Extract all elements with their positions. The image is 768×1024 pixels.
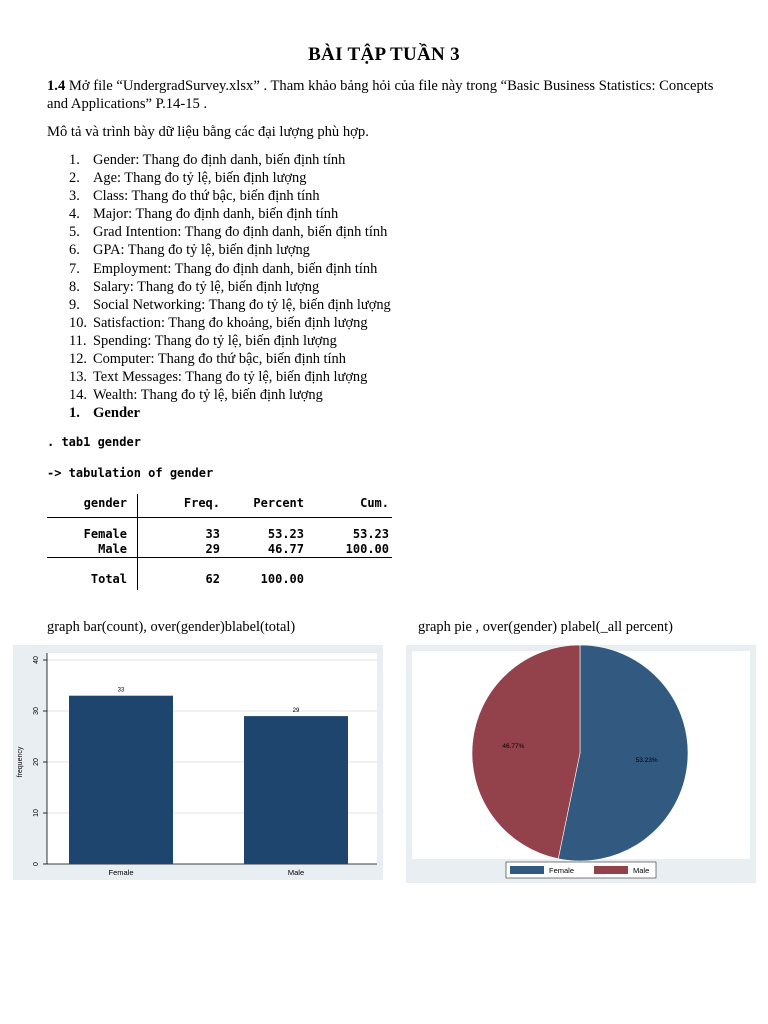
variable-item: [47, 386, 391, 404]
variable-text: Class: Thang đo thứ bậc, biến định tính: [93, 188, 320, 205]
variable-text: Gender: Thang đo định danh, biến định tính: [93, 152, 346, 168]
variable-item: [47, 223, 391, 241]
bar-value-label: 33: [117, 687, 125, 694]
bar-chart-svg: [13, 645, 383, 880]
variable-item: [47, 368, 391, 386]
variable-item: [47, 169, 391, 187]
variable-text: Spending: Thang đo tỷ lệ, biến định lượng: [93, 332, 337, 349]
variable-number: 6.: [69, 242, 80, 259]
variable-text: Major: Thang đo định danh, biến định tính: [93, 206, 339, 223]
bar-chart-caption: graph bar(count), over(gender)blabel(total): [47, 619, 296, 635]
table-header: Freq.: [183, 496, 220, 510]
table-cell: 46.77: [267, 542, 304, 556]
variable-number: 3.: [69, 188, 80, 205]
stata-output-header: -> tabulation of gender: [47, 466, 214, 480]
variable-number: 14.: [69, 387, 87, 404]
variable-number: 13.: [69, 369, 87, 386]
variable-item: [47, 278, 391, 296]
variable-item: [47, 350, 391, 368]
table-divider-total: [47, 557, 392, 558]
variable-text: Social Networking: Thang đo tỷ lệ, biến định lượng: [93, 296, 391, 313]
y-tick-label: 20: [33, 758, 40, 766]
bar: [69, 696, 173, 864]
variable-text: Text Messages: Thang đo tỷ lệ, biến định lượng: [93, 369, 368, 386]
variable-list: [47, 151, 391, 404]
table-cell: 29: [205, 542, 220, 556]
task-text: Mô tả và trình bày dữ liệu bằng các đại lượng phù hợp.: [47, 124, 369, 140]
variable-text: Age: Thang đo tỷ lệ, biến định lượng: [93, 170, 307, 187]
variable-number: 5.: [69, 224, 80, 241]
pie-chart-svg: [406, 645, 756, 883]
variable-item: [47, 241, 391, 259]
variable-number: 1.: [69, 152, 80, 168]
variable-number: 10.: [69, 314, 87, 331]
intro-paragraph: [47, 77, 727, 113]
variable-item: [47, 187, 391, 205]
document-title: BÀI TẬP TUẦN 3: [308, 44, 460, 65]
pie-slice-label: 46.77%: [502, 743, 525, 751]
table-cell: 53.23: [267, 527, 304, 541]
pie-chart: [406, 645, 756, 883]
pie-chart-caption: graph pie , over(gender) plabel(_all percent): [418, 619, 673, 635]
bar: [244, 716, 348, 864]
table-header: gender: [83, 496, 127, 510]
y-tick-label: 30: [33, 707, 40, 715]
table-cell: Female: [83, 527, 127, 541]
legend-swatch: [510, 866, 544, 874]
stata-command: . tab1 gender: [47, 435, 141, 449]
section-number: 1.: [69, 405, 80, 421]
variable-item: [47, 296, 391, 314]
table-total-cell: 62: [205, 572, 220, 586]
variable-text: Wealth: Thang đo tỷ lệ, biến định lượng: [93, 387, 323, 404]
exercise-number: 1.4: [47, 78, 66, 94]
table-total-cell: Total: [90, 572, 127, 586]
variable-number: 2.: [69, 170, 80, 187]
frequency-table: [47, 494, 392, 590]
bar-chart: [13, 645, 383, 880]
y-tick-label: 10: [33, 809, 40, 817]
table-header: Cum.: [360, 496, 389, 510]
category-label: Male: [287, 868, 305, 877]
y-tick-label: 0: [33, 862, 40, 866]
variable-item: [47, 205, 391, 223]
table-divider-vertical: [137, 494, 138, 590]
legend-label: Female: [549, 866, 575, 875]
pie-slice-label: 53.23%: [635, 756, 658, 764]
variable-number: 7.: [69, 260, 80, 277]
variable-text: Grad Intention: Thang đo định danh, biến định tính: [93, 224, 388, 241]
variable-text: Computer: Thang đo thứ bậc, biến định tính: [93, 351, 346, 368]
intro-text: Mở file “UndergradSurvey.xlsx” . Tham khảo bảng hỏi của file này trong “Basic Business Statistics: Concepts and Applications” P.14-15 .: [47, 78, 714, 112]
variable-number: 9.: [69, 296, 80, 313]
variable-item: [47, 314, 391, 332]
variable-number: 4.: [69, 206, 80, 223]
section-title: Gender: [93, 405, 141, 421]
variable-text: Employment: Thang đo định danh, biến định tính: [93, 260, 378, 277]
category-label: Female: [108, 868, 134, 877]
table-total-cell: 100.00: [260, 572, 304, 586]
y-tick-label: 40: [33, 656, 40, 664]
table-cell: 33: [205, 527, 220, 541]
table-cell: Male: [98, 542, 127, 556]
variable-item: [47, 151, 391, 169]
variable-number: 8.: [69, 278, 80, 295]
bar-value-label: 29: [292, 708, 300, 715]
variable-text: Satisfaction: Thang đo khoảng, biến định lượng: [93, 314, 368, 331]
variable-text: GPA: Thang đo tỷ lệ, biến định lượng: [93, 242, 310, 259]
variable-number: 11.: [69, 332, 87, 349]
variable-number: 12.: [69, 351, 87, 368]
table-header: Percent: [253, 496, 304, 510]
legend-swatch: [594, 866, 628, 874]
variable-item: [47, 260, 391, 278]
section-heading: [47, 405, 140, 422]
variable-item: [47, 332, 391, 350]
table-cell: 53.23: [352, 527, 389, 541]
variable-text: Salary: Thang đo tỷ lệ, biến định lượng: [93, 278, 320, 295]
y-axis-label: frequency: [17, 746, 24, 778]
table-divider-header: [47, 517, 392, 518]
table-cell: 100.00: [345, 542, 389, 556]
legend-label: Male: [633, 866, 650, 875]
